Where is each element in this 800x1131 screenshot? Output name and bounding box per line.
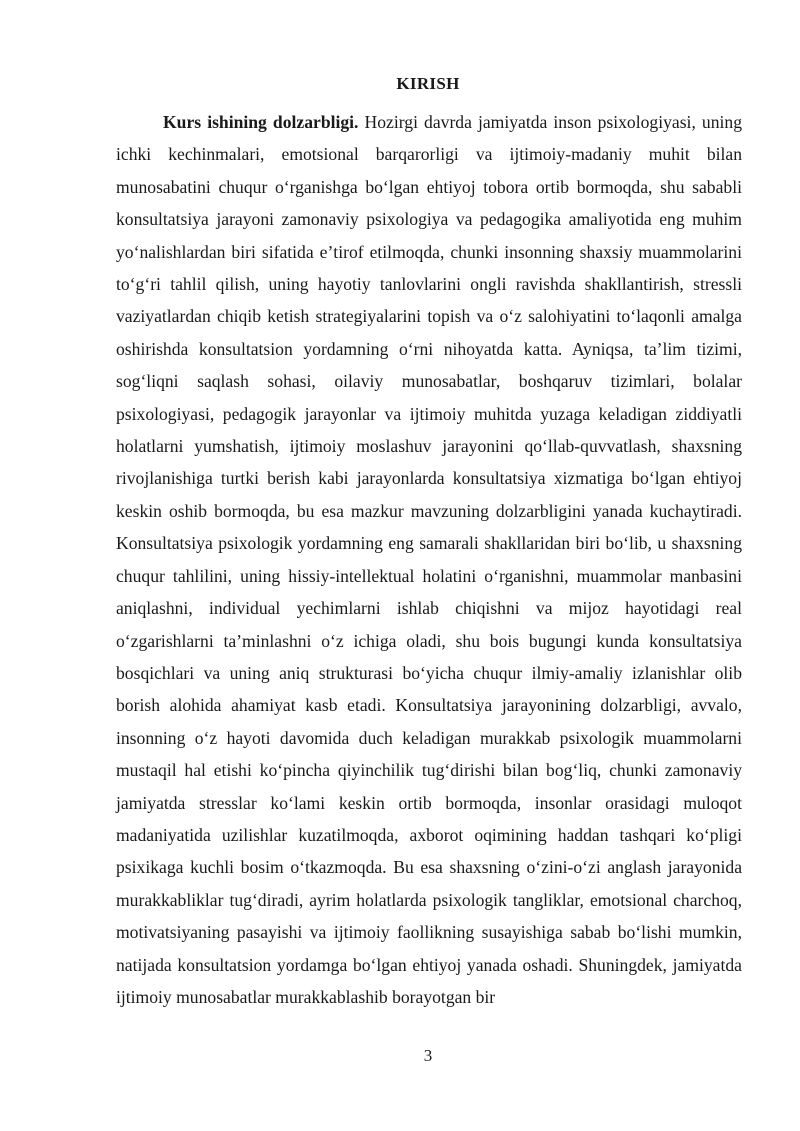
paragraph-text: Hozirgi davrda jamiyatda inson psixologiyasi, uning ichki kechinmalari, emotsional barqarorligi va ijtimoiy-madaniy muhit bilan munosabatini chuqur oʻrganishga boʻlgan ehtiyoj tobora ortib bormoqda, shu sababli konsultatsiya jarayoni zamonaviy psixologiya va pedagogika amaliyotida eng muhim yoʻnalishlardan biri sifatida eʼtirof etilmoqda, chunki insonning shaxsiy muammolarini toʻgʻri tahlil qilish, uning hayotiy tanlovlarini ongli ravishda shakllantirish, stressli vaziyatlardan chiqib ketish strategiyalarini topish va oʻz salohiyatini toʻlaqonli amalga oshirishda konsultatsion yordamning oʻrni nihoyatda katta. Ayniqsa, taʼlim tizimi, sogʻliqni saqlash sohasi, oilaviy munosabatlar, boshqaruv tizimlari, bolalar psixologiyasi, pedagogik jarayonlar va ijtimoiy muhitda yuzaga keladigan ziddiyatli holatlarni yumshatish, ijtimoiy moslashuv jarayonini qoʻllab-quvvatlash, shaxsning rivojlanishiga turtki berish kabi jarayonlarda konsultatsiya xizmatiga boʻlgan ehtiyoj keskin oshib bormoqda, bu esa mazkur mavzuning dolzarbligini yanada kuchaytiradi. Konsultatsiya psixologik yordamning eng samarali shakllaridan biri boʻlib, u shaxsning chuqur tahlilini, uning hissiy-intellektual holatini oʻrganishni, muammolar manbasini aniqlashni, individual yechimlarni ishlab chiqishni va mijoz hayotidagi real oʻzgarishlarni taʼminlashni oʻz ichiga oladi, shu bois bugungi kunda konsultatsiya bosqichlari va uning aniq strukturasi boʻyicha chuqur ilmiy-amaliy izlanishlar olib borish alohida ahamiyat kasb etadi. Konsultatsiya jarayonining dolzarbligi, avvalo, insonning oʻz hayoti davomida duch keladigan murakkab psixologik muammolarni mustaqil hal etishi koʻpincha qiyinchilik tugʻdirishi bilan bogʻliq, chunki zamonaviy jamiyatda stresslar koʻlami keskin ortib bormoqda, insonlar orasidagi muloqot madaniyatida uzilishlar kuzatilmoqda, axborot oqimining haddan tashqari koʻpligi psixikaga kuchli bosim oʻtkazmoqda. Bu esa shaxsning oʻzini-oʻzi anglash jarayonida murakkabliklar tugʻdiradi, ayrim holatlarda psixologik tangliklar, emotsional charchoq, motivatsiyaning pasayishi va ijtimoiy faollikning susayishiga sabab boʻlishi mumkin, natijada konsultatsion yordamga boʻlgan ehtiyoj yanada oshadi. Shuningdek, jamiyatda ijtimoiy munosabatlar murakkablashib borayotgan bir	[116, 112, 742, 1007]
page-number: 3	[423, 1046, 433, 1065]
paragraph-lead: Kurs ishining dolzarbligi.	[163, 112, 359, 132]
section-heading: KIRISH	[396, 74, 460, 93]
body-paragraph	[116, 106, 742, 1013]
